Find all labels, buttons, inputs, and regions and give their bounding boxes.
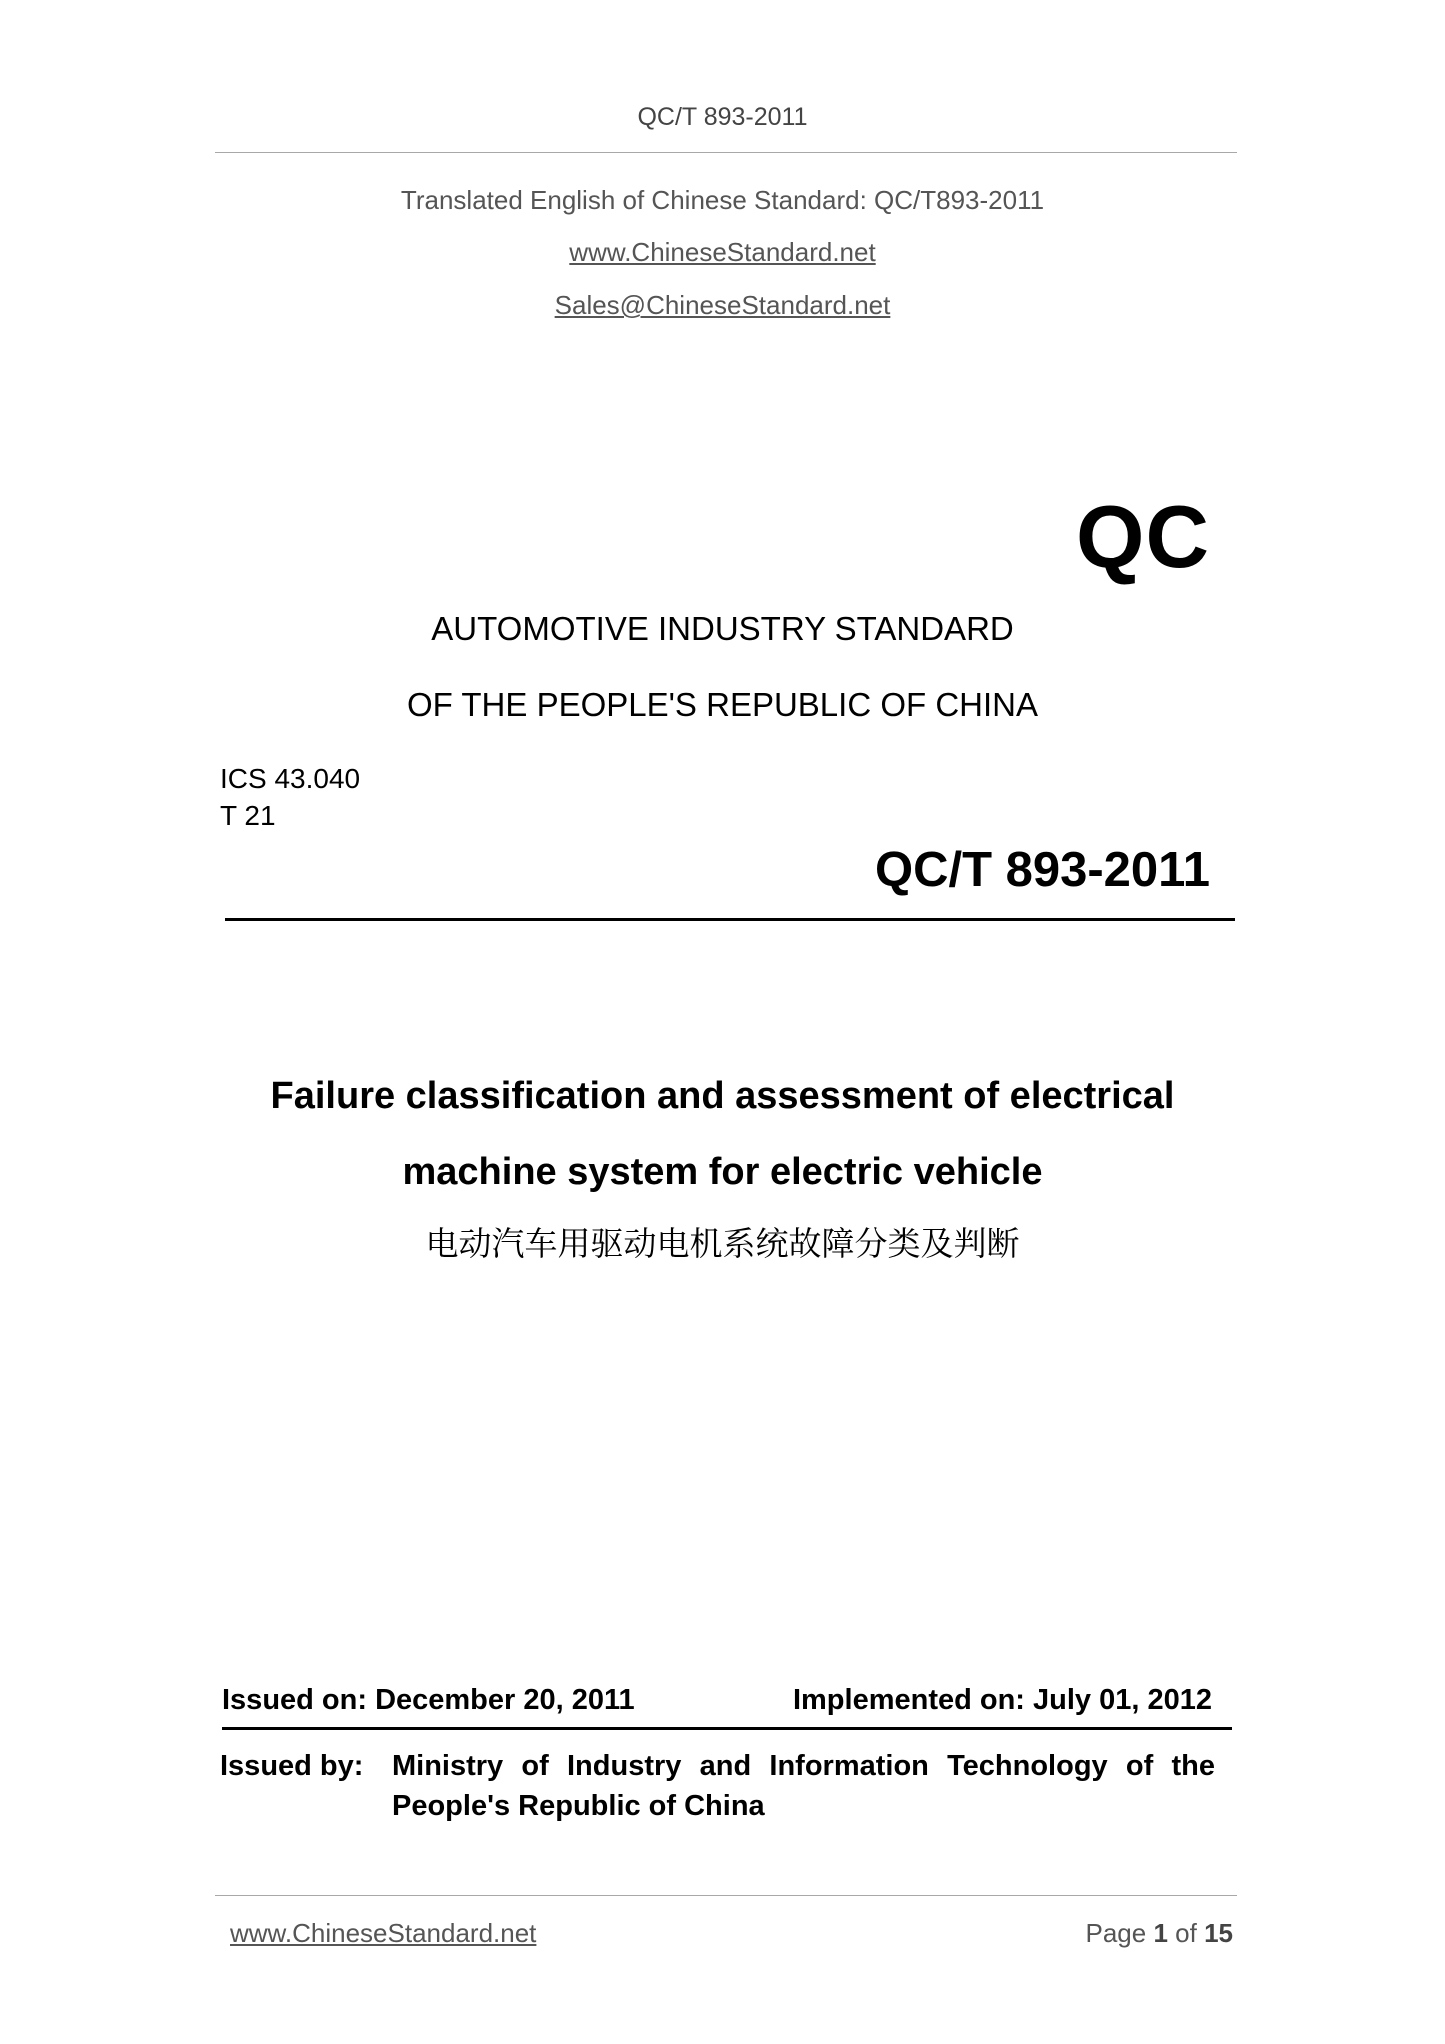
standard-category-line1: AUTOMOTIVE INDUSTRY STANDARD [431, 610, 1014, 647]
issued-by-authority: Ministry of Industry and Information Technology of the People's Republic of China [392, 1750, 1215, 1822]
standard-category-line2: OF THE PEOPLE'S REPUBLIC OF CHINA [407, 686, 1038, 723]
header-divider [215, 152, 1237, 153]
footer-website-link[interactable]: www.ChineseStandard.net [230, 1918, 537, 1948]
english-title-line2: machine system for electric vehicle [402, 1151, 1043, 1193]
implemented-on-date: Implemented on: July 01, 2012 [792, 1684, 1212, 1716]
classification-block [220, 760, 360, 834]
issue-dates-divider [222, 1727, 1232, 1730]
footer-divider [215, 1895, 1237, 1896]
english-title-line1: Failure classification and assessment of electrical [270, 1075, 1175, 1117]
issue-dates-row [222, 1684, 1212, 1717]
email-link-row [0, 290, 1445, 321]
running-header-title: QC/T 893-2011 [637, 103, 808, 131]
qc-logo: QC [1076, 487, 1210, 586]
page-label: Page [1085, 1918, 1147, 1948]
issued-on-date: Issued on: December 20, 2011 [222, 1684, 635, 1716]
translation-note: Translated English of Chinese Standard: QC/T893-2011 [400, 185, 1045, 215]
issued-by-label: Issued by: [220, 1750, 364, 1782]
english-title [0, 1058, 1445, 1210]
page-total: 15 [1204, 1918, 1233, 1948]
standard-number-divider [225, 918, 1235, 921]
page-current: 1 [1153, 1918, 1168, 1948]
page-of-label: of [1175, 1918, 1197, 1948]
chinese-title: 电动汽车用驱动电机系统故障分类及判断 [425, 1224, 1020, 1263]
ics-code: ICS 43.040 [220, 763, 361, 794]
standard-number: QC/T 893-2011 [874, 843, 1210, 897]
issuer-block [220, 1746, 1215, 1826]
website-link-row [0, 237, 1445, 268]
email-link[interactable]: Sales@ChineseStandard.net [554, 290, 891, 320]
website-link[interactable]: www.ChineseStandard.net [569, 237, 876, 267]
page-counter [1085, 1918, 1233, 1949]
ccs-code: T 21 [220, 800, 276, 831]
